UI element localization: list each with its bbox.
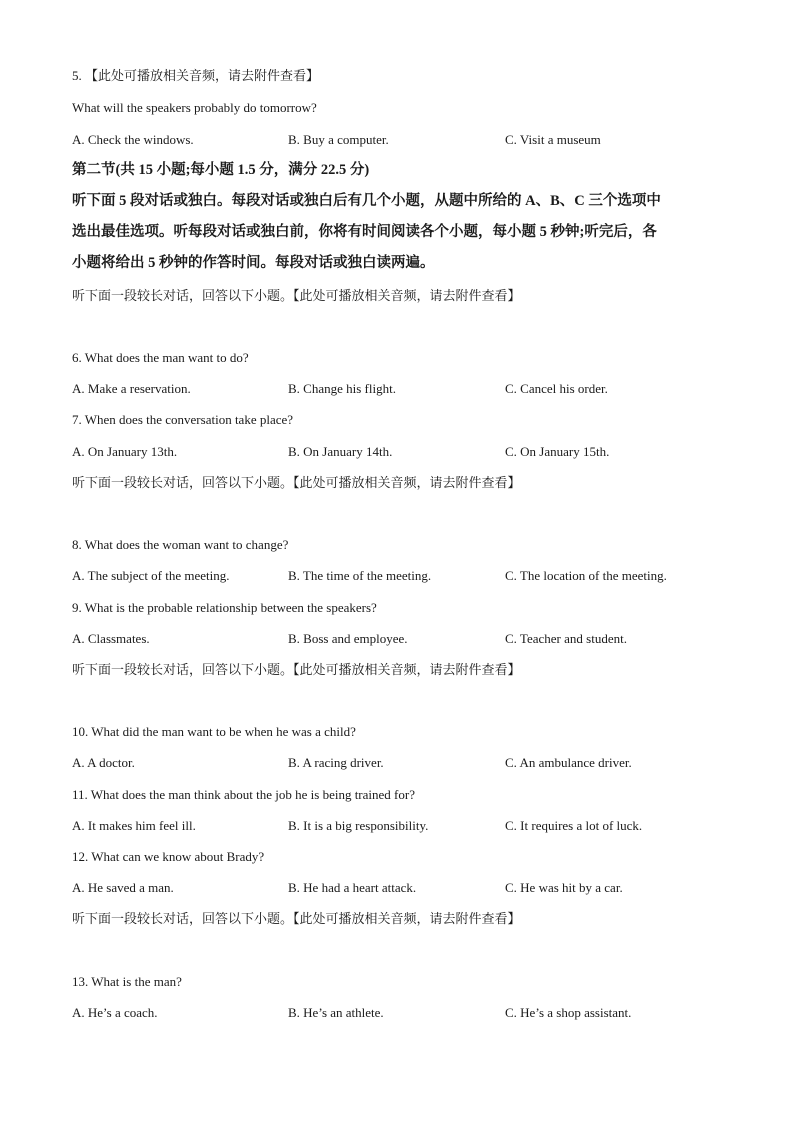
- q11-question: 11. What does the man think about the job he is being trained for?: [72, 787, 415, 802]
- q5-option-a: A. Check the windows.: [72, 132, 194, 147]
- q9-option-c: C. Teacher and student.: [505, 631, 627, 646]
- q13-options: [72, 1005, 732, 1021]
- section2-instruction-2: 选出最佳选项。听每段对话或独白前，你将有时间阅读各个小题，每小题 5 秒钟;听完后，各: [72, 224, 657, 240]
- q9-option-a: A. Classmates.: [72, 631, 150, 646]
- q6-option-b: B. Change his flight.: [288, 381, 396, 396]
- q7-option-c: C. On January 15th.: [505, 444, 610, 459]
- q13-option-b: B. He’s an athlete.: [288, 1005, 384, 1020]
- q10-question: 10. What did the man want to be when he was a child?: [72, 724, 356, 739]
- q8-option-a: A. The subject of the meeting.: [72, 568, 230, 583]
- q13-option-a: A. He’s a coach.: [72, 1005, 158, 1020]
- q5-option-b: B. Buy a computer.: [288, 132, 389, 147]
- q5-option-c: C. Visit a museum: [505, 132, 601, 147]
- q6-question: 6. What does the man want to do?: [72, 350, 249, 365]
- q7-option-a: A. On January 13th.: [72, 444, 178, 459]
- section2-title: 第二节(共 15 小题;每小题 1.5 分，满分 22.5 分): [72, 162, 370, 178]
- q11-option-a: A. It makes him feel ill.: [72, 818, 196, 833]
- q12-options: [72, 880, 732, 896]
- q12-option-a: A. He saved a man.: [72, 880, 174, 895]
- q12-question: 12. What can we know about Brady?: [72, 849, 265, 864]
- section2-instruction-1: 听下面 5 段对话或独白。每段对话或独白后有几个小题，从题中所给的 A、B、C 三个选项中: [72, 193, 661, 209]
- audio-prompt-1: 听下面一段较长对话，回答以下小题。【此处可播放相关音频，请去附件查看】: [72, 288, 521, 303]
- q11-options: [72, 818, 732, 834]
- q8-option-b: B. The time of the meeting.: [288, 568, 432, 583]
- q5-question: What will the speakers probably do tomorrow?: [72, 100, 317, 115]
- q10-option-b: B. A racing driver.: [288, 755, 384, 770]
- q7-question: 7. When does the conversation take place?: [72, 412, 294, 427]
- q8-options: [72, 568, 732, 584]
- q10-options: [72, 755, 732, 771]
- q12-option-b: B. He had a heart attack.: [288, 880, 417, 895]
- audio-prompt-4: 听下面一段较长对话，回答以下小题。【此处可播放相关音频，请去附件查看】: [72, 911, 521, 926]
- q9-question: 9. What is the probable relationship between the speakers?: [72, 600, 377, 615]
- audio-prompt-3: 听下面一段较长对话，回答以下小题。【此处可播放相关音频，请去附件查看】: [72, 662, 521, 677]
- q11-option-b: B. It is a big responsibility.: [288, 818, 429, 833]
- q13-question: 13. What is the man?: [72, 974, 182, 989]
- q6-options: [72, 381, 732, 397]
- q9-options: [72, 631, 732, 647]
- q6-option-c: C. Cancel his order.: [505, 381, 608, 396]
- q8-option-c: C. The location of the meeting.: [505, 568, 667, 583]
- q13-option-c: C. He’s a shop assistant.: [505, 1005, 632, 1020]
- q5-options: [72, 132, 732, 148]
- q9-option-b: B. Boss and employee.: [288, 631, 408, 646]
- q8-question: 8. What does the woman want to change?: [72, 537, 289, 552]
- audio-prompt-2: 听下面一段较长对话，回答以下小题。【此处可播放相关音频，请去附件查看】: [72, 475, 521, 490]
- q10-option-c: C. An ambulance driver.: [505, 755, 632, 770]
- section2-instruction-3: 小题将给出 5 秒钟的作答时间。每段对话或独白读两遍。: [72, 255, 435, 271]
- q7-options: [72, 444, 732, 460]
- q10-option-a: A. A doctor.: [72, 755, 135, 770]
- q5-header: 5. 【此处可播放相关音频，请去附件查看】: [72, 68, 320, 83]
- q7-option-b: B. On January 14th.: [288, 444, 393, 459]
- q12-option-c: C. He was hit by a car.: [505, 880, 623, 895]
- q6-option-a: A. Make a reservation.: [72, 381, 191, 396]
- q11-option-c: C. It requires a lot of luck.: [505, 818, 643, 833]
